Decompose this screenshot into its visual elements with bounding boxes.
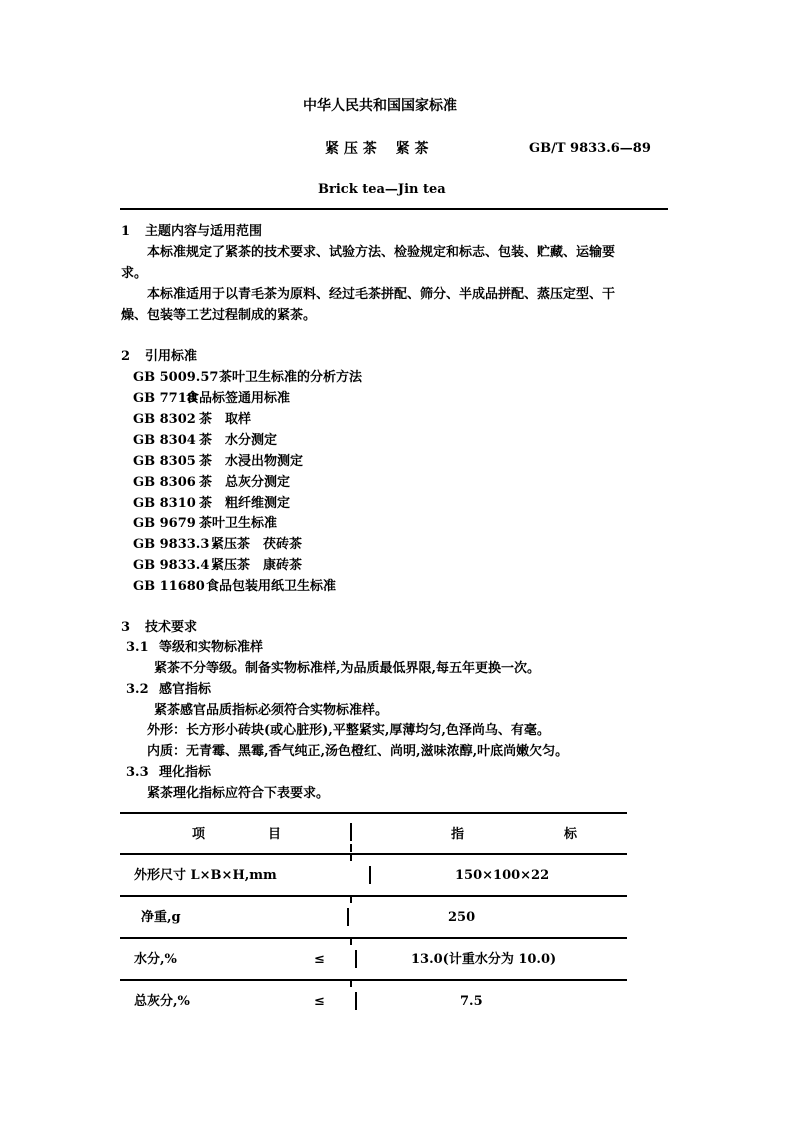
table-column-divider xyxy=(350,939,352,945)
table-column-divider xyxy=(355,950,357,968)
table-row-rule xyxy=(120,979,627,981)
table-header-rule xyxy=(120,853,627,855)
ref-list-item: GB 8305 茶 水浸出物测定 xyxy=(133,454,304,469)
table-column-divider xyxy=(350,855,352,861)
table-column-divider xyxy=(350,823,352,841)
section-3-1-text: 紧茶不分等级。制备实物标准样,为品质最低界限,每五年更换一次。 xyxy=(154,661,541,676)
table-header-index-1: 指 xyxy=(451,827,465,842)
ref-list-item: GB 9833.4 紧压茶 康砖茶 xyxy=(133,558,303,573)
section-2-number: 2 xyxy=(121,349,131,364)
section-2-heading xyxy=(121,349,197,365)
table-row-operator: ≤ xyxy=(314,994,325,1009)
section-3-heading xyxy=(121,620,197,636)
section-3-2-appearance: 外形：长方形小砖块(或心脏形),平整紧实,厚薄均匀,色泽尚乌、有毫。 xyxy=(147,723,550,738)
table-row-operator: ≤ xyxy=(314,952,325,967)
standard-title: 紧 压 茶 紧 茶 xyxy=(325,141,429,157)
ref-list-item: GB 7718食品标签通用标准 xyxy=(133,391,291,406)
table-column-divider xyxy=(355,992,357,1010)
table-column-divider xyxy=(350,844,352,852)
table-header-index-2: 标 xyxy=(564,827,578,842)
section-1-para-1-line-2: 求。 xyxy=(121,266,148,281)
ref-list-item: GB 8304 茶 水分测定 xyxy=(133,433,278,448)
table-row-value: 150×100×22 xyxy=(455,868,550,883)
table-row-item: 总灰分,% xyxy=(134,994,190,1009)
section-3-title: 技术要求 xyxy=(145,620,198,635)
table-column-divider xyxy=(369,866,371,884)
section-3-2-text: 紧茶感官品质指标必须符合实物标准样。 xyxy=(154,703,389,718)
standard-org-title: 中华人民共和国国家标准 xyxy=(303,98,457,114)
table-row-item: 水分,% xyxy=(134,952,177,967)
ref-list-item: GB 8302 茶 取样 xyxy=(133,412,252,427)
section-1-heading xyxy=(121,224,262,240)
table-header-item-1: 项 xyxy=(192,827,206,842)
table-row-rule xyxy=(120,895,627,897)
section-2-title: 引用标准 xyxy=(145,349,198,364)
section-1-para-1-line-1: 本标准规定了紧茶的技术要求、试验方法、检验规定和标志、包装、贮藏、运输要 xyxy=(147,245,616,260)
table-row-item: 外形尺寸 L×B×H,mm xyxy=(134,868,277,883)
section-3-1-heading: 3.1 等级和实物标准样 xyxy=(126,640,264,655)
table-top-rule xyxy=(120,812,627,814)
table-row-value: 13.0(计重水分为 10.0) xyxy=(411,952,557,967)
section-3-3-heading: 3.3 理化指标 xyxy=(126,765,212,780)
ref-list-item: GB 11680食品包装用纸卫生标准 xyxy=(133,579,337,594)
table-column-divider xyxy=(350,981,352,987)
section-1-number: 1 xyxy=(121,224,131,239)
table-header-item-2: 目 xyxy=(268,827,282,842)
section-1-para-2-line-2: 燥、包装等工艺过程制成的紧茶。 xyxy=(121,308,317,323)
section-1-para-2-line-1: 本标准适用于以青毛茶为原料、经过毛茶拼配、筛分、半成品拼配、蒸压定型、干 xyxy=(147,287,616,302)
table-row-value: 250 xyxy=(448,910,476,925)
ref-list-item: GB 9679 茶叶卫生标准 xyxy=(133,516,278,531)
ref-list-item: GB 9833.3 紧压茶 茯砖茶 xyxy=(133,537,303,552)
ref-list-item: GB 5009.57茶叶卫生标准的分析方法 xyxy=(133,370,363,385)
ref-list-item: GB 8306 茶 总灰分测定 xyxy=(133,475,291,490)
table-row-rule xyxy=(120,937,627,939)
table-column-divider xyxy=(350,897,352,903)
standard-code: GB/T 9833.6—89 xyxy=(529,141,651,156)
table-column-divider xyxy=(347,908,349,926)
header-divider xyxy=(120,208,668,210)
section-3-number: 3 xyxy=(121,620,131,635)
section-1-title: 主题内容与适用范围 xyxy=(145,224,263,239)
section-3-2-inner-quality: 内质：无青霉、黑霉,香气纯正,汤色橙红、尚明,滋味浓醇,叶底尚嫩欠匀。 xyxy=(147,744,569,759)
section-3-3-text: 紧茶理化指标应符合下表要求。 xyxy=(147,786,330,801)
section-3-2-heading: 3.2 感官指标 xyxy=(126,682,212,697)
table-row-item: 净重,g xyxy=(141,910,181,925)
table-row-value: 7.5 xyxy=(460,994,483,1009)
ref-list-item: GB 8310 茶 粗纤维测定 xyxy=(133,496,291,511)
english-title: Brick tea—Jin tea xyxy=(318,182,446,197)
